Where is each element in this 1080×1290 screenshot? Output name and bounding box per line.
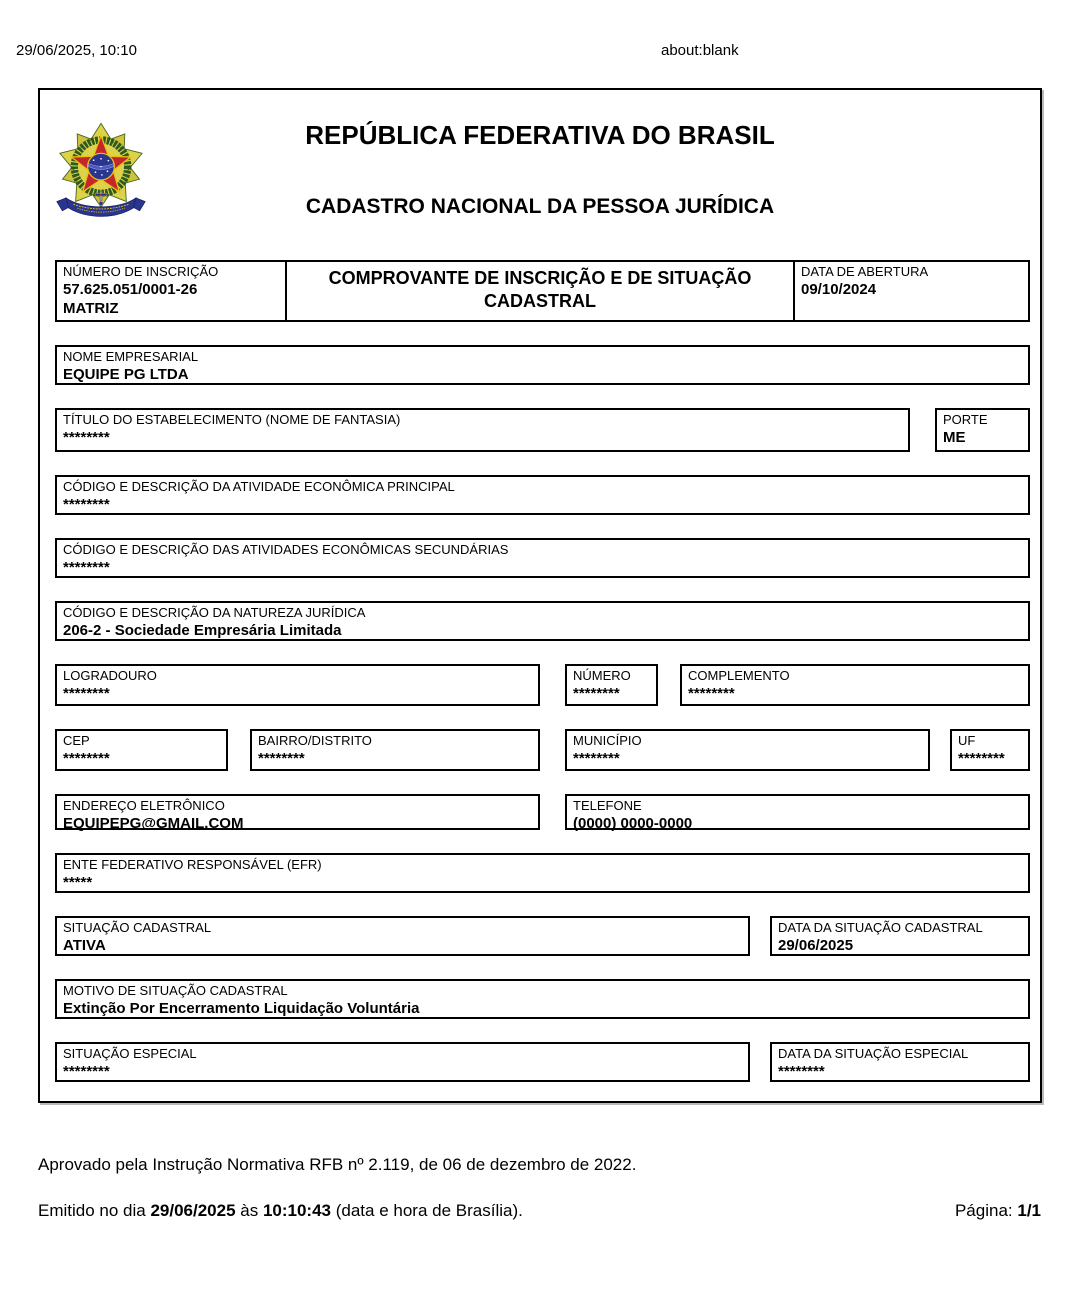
row-atividades-secundarias: [55, 538, 1030, 578]
emitted-infix: às: [235, 1201, 263, 1220]
field-nome-empresarial: NOME EMPRESARIAL EQUIPE PG LTDA: [55, 345, 1030, 385]
field-motivo-situacao-cadastral: MOTIVO DE SITUAÇÃO CADASTRAL Extinção Por Encerramento Liquidação Voluntária: [55, 979, 1030, 1019]
field-endereco-eletronico: ENDEREÇO ELETRÔNICO EQUIPEPG@GMAIL.COM: [55, 794, 540, 830]
row-natureza-juridica: [55, 601, 1030, 641]
row-titulo-porte: [55, 408, 1030, 452]
emission-line: [38, 1201, 1041, 1221]
row-efr: [55, 853, 1030, 893]
print-header-datetime: 29/06/2025, 10:10: [16, 42, 137, 59]
field-ente-federativo-responsavel: ENTE FEDERATIVO RESPONSÁVEL (EFR) *****: [55, 853, 1030, 893]
certificate-header: [40, 90, 1040, 260]
field-logradouro: LOGRADOURO ********: [55, 664, 540, 706]
field-comprovante-title: COMPROVANTE DE INSCRIÇÃO E DE SITUAÇÃO CADASTRAL: [285, 260, 795, 322]
field-situacao-cadastral: SITUAÇÃO CADASTRAL ATIVA: [55, 916, 750, 956]
field-atividades-economicas-secundarias: CÓDIGO E DESCRIÇÃO DAS ATIVIDADES ECONÔMICAS SECUNDÁRIAS ********: [55, 538, 1030, 578]
field-data-situacao-cadastral: DATA DA SITUAÇÃO CADASTRAL 29/06/2025: [770, 916, 1030, 956]
field-numero-de-inscricao: NÚMERO DE INSCRIÇÃO 57.625.051/0001-26 MATRIZ: [55, 260, 287, 322]
row-nome-empresarial: [55, 345, 1030, 385]
row-situacao-cadastral: [55, 916, 1030, 956]
field-municipio: MUNICÍPIO ********: [565, 729, 930, 771]
certificate-body: [40, 260, 1040, 1082]
row-cep-bairro-municipio-uf: [55, 729, 1030, 771]
cnpj-title: CADASTRO NACIONAL DA PESSOA JURÍDICA: [305, 195, 775, 218]
row-inscricao: [55, 260, 1030, 322]
row-motivo-situacao: [55, 979, 1030, 1019]
approval-note: Aprovado pela Instrução Normativa RFB nº 2.119, de 06 de dezembro de 2022.: [38, 1155, 637, 1174]
field-bairro-distrito: BAIRRO/DISTRITO ********: [250, 729, 540, 771]
emitted-suffix: (data e hora de Brasília).: [331, 1201, 523, 1220]
field-titulo-do-estabelecimento: TÍTULO DO ESTABELECIMENTO (NOME DE FANTASIA) ********: [55, 408, 910, 452]
print-header: [16, 42, 1064, 62]
field-telefone: TELEFONE (0000) 0000-0000: [565, 794, 1030, 830]
emitted-date: 29/06/2025: [150, 1201, 236, 1220]
field-data-de-abertura: DATA DE ABERTURA 09/10/2024: [793, 260, 1030, 322]
field-situacao-especial: SITUAÇÃO ESPECIAL ********: [55, 1042, 750, 1082]
field-natureza-juridica: CÓDIGO E DESCRIÇÃO DA NATUREZA JURÍDICA 206-2 - Sociedade Empresária Limitada: [55, 601, 1030, 641]
row-email-telefone: [55, 794, 1030, 830]
emitted-prefix: Emitido no dia: [38, 1201, 151, 1220]
field-porte: PORTE ME: [935, 408, 1030, 452]
emitted-time: 10:10:43: [262, 1201, 332, 1220]
print-header-page-title: about:blank: [661, 42, 739, 59]
row-atividade-principal: [55, 475, 1030, 515]
field-cep: CEP ********: [55, 729, 228, 771]
field-uf: UF ********: [950, 729, 1030, 771]
field-numero: NÚMERO ********: [565, 664, 658, 706]
field-atividade-economica-principal: CÓDIGO E DESCRIÇÃO DA ATIVIDADE ECONÔMICA PRINCIPAL ********: [55, 475, 1030, 515]
page-label: Página:: [954, 1201, 1018, 1220]
republic-title: REPÚBLICA FEDERATIVA DO BRASIL: [305, 120, 775, 150]
row-logradouro: [55, 664, 1030, 706]
cnpj-certificate: [38, 88, 1042, 1103]
page-indicator: [955, 1201, 1041, 1221]
row-situacao-especial: [55, 1042, 1030, 1082]
field-complemento: COMPLEMENTO ********: [680, 664, 1030, 706]
field-data-situacao-especial: DATA DA SITUAÇÃO ESPECIAL ********: [770, 1042, 1030, 1082]
page-value: 1/1: [1017, 1201, 1041, 1220]
